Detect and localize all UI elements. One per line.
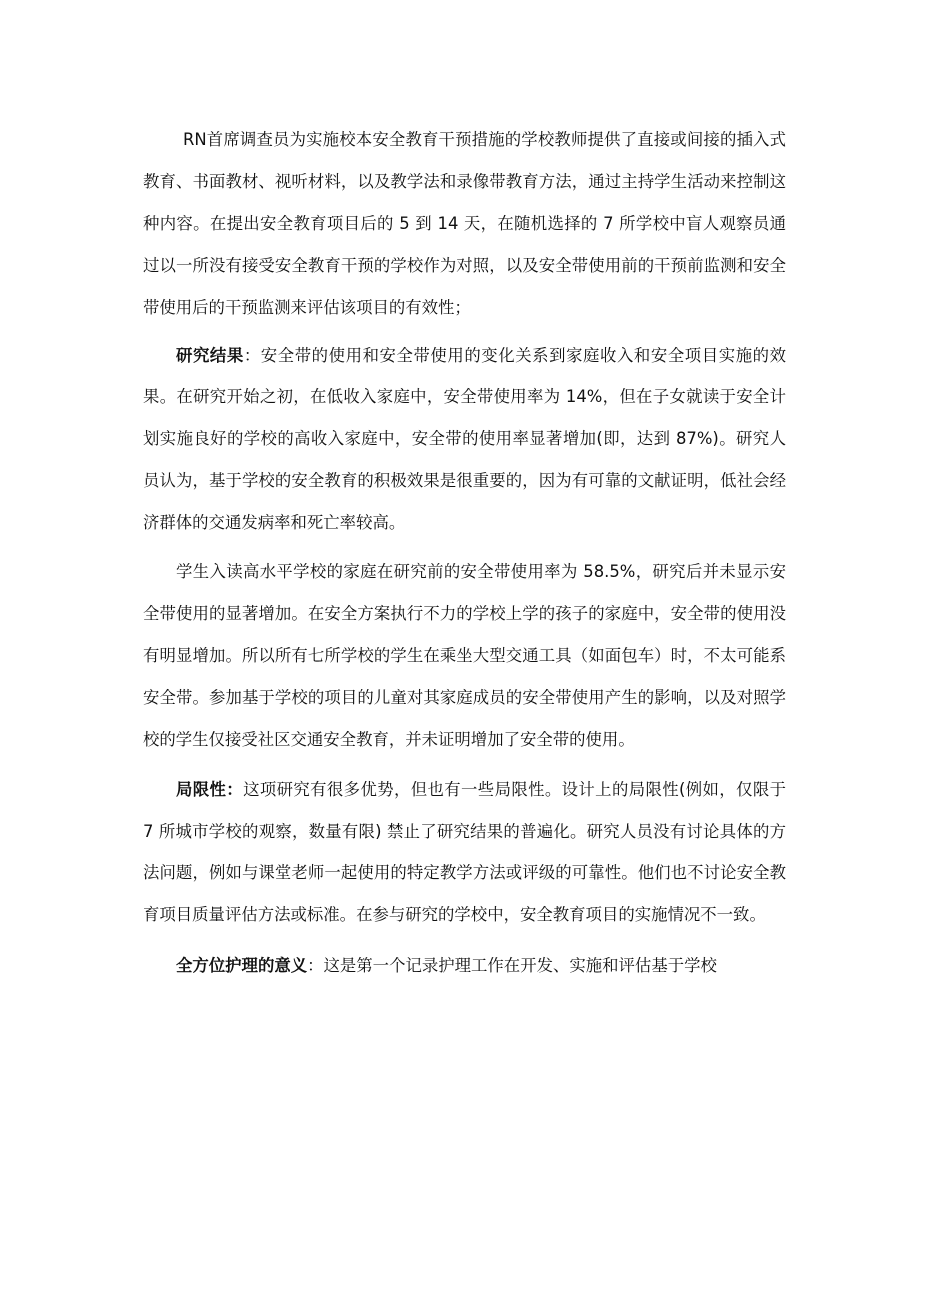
document-body — [143, 119, 786, 987]
paragraph-methods — [143, 119, 786, 329]
paragraph-text: ：安全带的使用和安全带使用的变化关系到家庭收入和安全项目实施的效果。在研究开始之初，在低收入家庭中，安全带使用率为 14%，但在子女就读于安全计划实施良好的学校的高收入家庭中，安全带的使用率显著增加(即，达到 87%)。研究人员认为，基于学校的安全教育的积极效果是很重要的，因为有可靠的文献证明，低社会经济群体的交通发病率和死亡率较高。 — [143, 345, 787, 533]
paragraph-results — [143, 335, 786, 545]
paragraph-text: ：这是第一个记录护理工作在开发、实施和评估基于学校 — [307, 956, 717, 976]
paragraph-seatbelt-findings — [143, 551, 786, 761]
paragraph-nursing-significance — [143, 945, 786, 987]
section-heading-nursing-significance: 全方位护理的意义 — [176, 956, 308, 976]
section-heading-limitations: 局限性： — [176, 779, 244, 799]
paragraph-text: 学生入读高水平学校的家庭在研究前的安全带使用率为 58.5%，研究后并未显示安全带使用的显著增加。在安全方案执行不力的学校上学的孩子的家庭中，安全带的使用没有明显增加。所以所有七所学校的学生在乘坐大型交通工具（如面包车）时，不太可能系安全带。参加基于学校的项目的儿童对其家庭成员的安全带使用产生的影响，以及对照学校的学生仅接受社区交通安全教育，并未证明增加了安全带的使用。 — [143, 562, 786, 749]
paragraph-limitations — [143, 769, 786, 937]
section-heading-results: 研究结果 — [176, 345, 244, 365]
paragraph-text: RN首席调查员为实施校本安全教育干预措施的学校教师提供了直接或间接的插入式教育、书面教材、视听材料，以及教学法和录像带教育方法，通过主持学生活动来控制这种内容。在提出安全教育项目后的 5 到 14 天，在随机选择的 7 所学校中盲人观察员通过以一所没有接受安全教育干预的学校作为对照，以及安全带使用前的干预前监测和安全带使用后的干预监测来评估该项目的有效性； — [143, 130, 786, 317]
paragraph-text: 这项研究有很多优势，但也有一些局限性。设计上的局限性(例如，仅限于 7 所城市学校的观察，数量有限) 禁止了研究结果的普遍化。研究人员没有讨论具体的方法问题，例如与课堂老师一起使用的特定教学方法或评级的可靠性。他们也不讨论安全教育项目质量评估方法或标准。在参与研究的学校中，安全教育项目的实施情况不一致。 — [143, 779, 786, 925]
